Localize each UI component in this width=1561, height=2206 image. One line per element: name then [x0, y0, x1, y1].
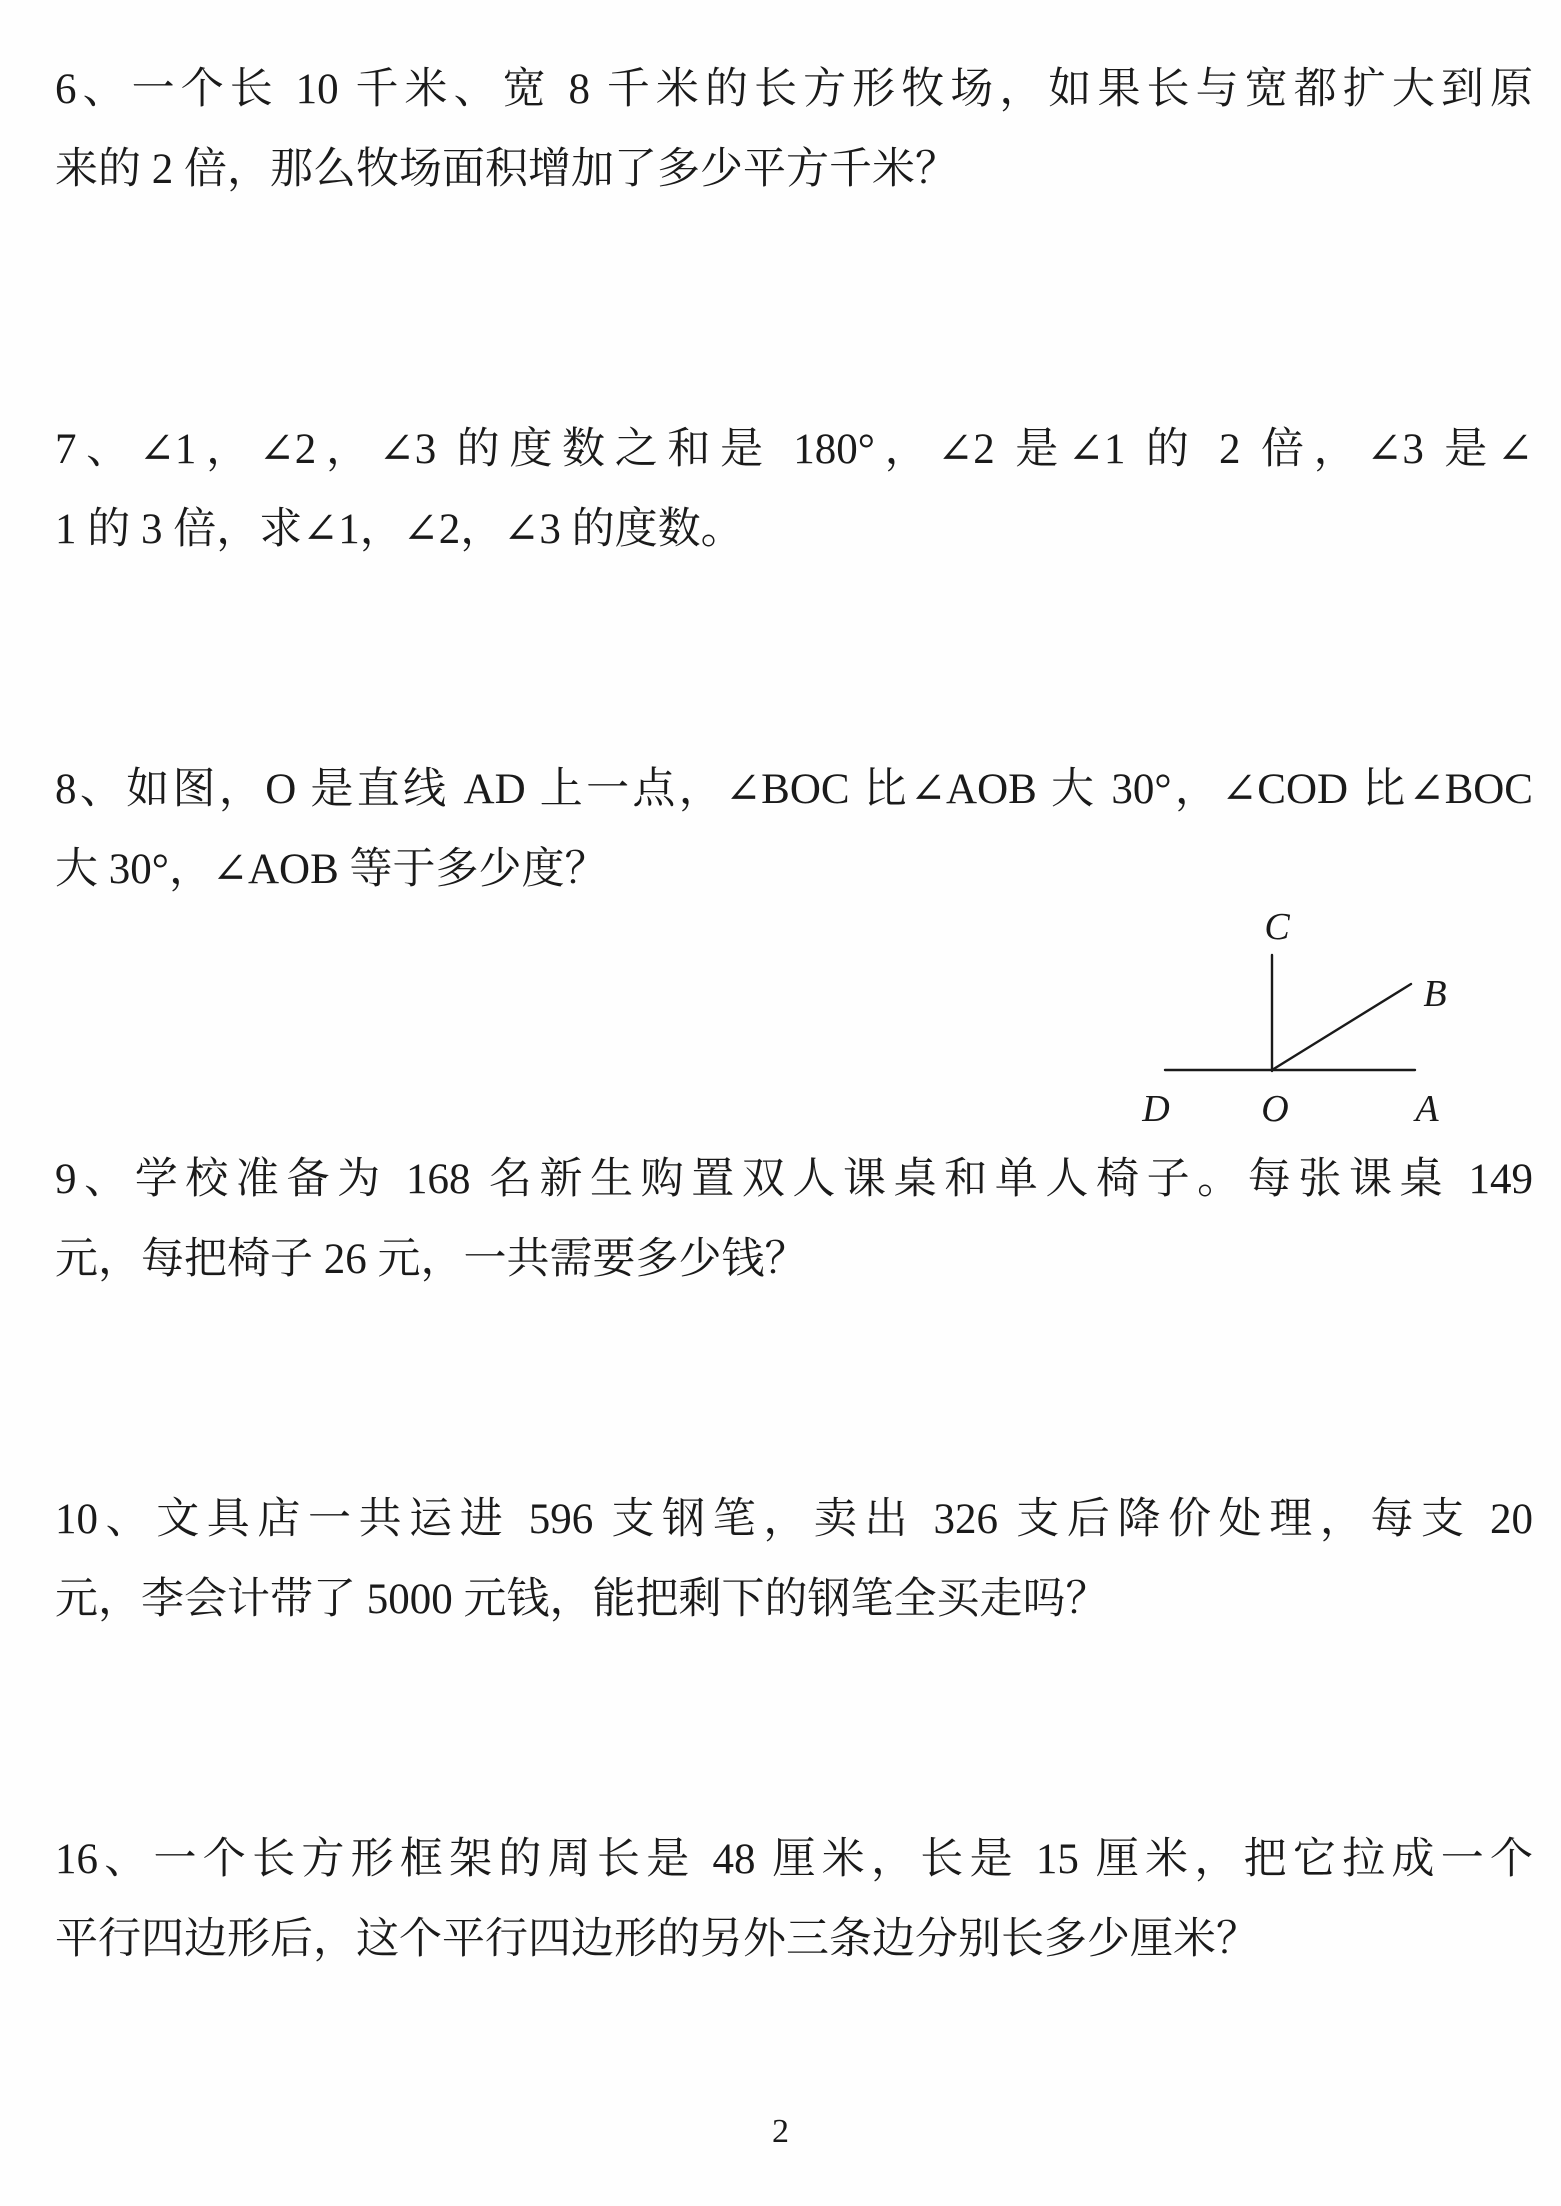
- problem-9: [55, 1140, 1533, 1300]
- problem-10: [55, 1480, 1533, 1640]
- diagram-label-D: D: [1142, 1088, 1170, 1130]
- problem-6-line-2: 来的 2 倍，那么牧场面积增加了多少平方千米？: [55, 146, 958, 193]
- diagram-label-O: O: [1261, 1088, 1289, 1130]
- problem-9-line-1: 9、学校准备为 168 名新生购置双人课桌和单人椅子。每张课桌 149: [55, 1156, 1533, 1203]
- problem-16: [55, 1820, 1533, 1980]
- problem-16-line-1: 16、一个长方形框架的周长是 48 厘米，长是 15 厘米，把它拉成一个: [55, 1836, 1533, 1883]
- problem-8-line-1: 8、如图，O 是直线 AD 上一点，∠BOC 比∠AOB 大 30°，∠COD 比∠BOC: [55, 766, 1533, 813]
- problem-10-line-1: 10、文具店一共运进 596 支钢笔，卖出 326 支后降价处理，每支 20: [55, 1496, 1533, 1543]
- problem-7-line-1: 7、∠1，∠2，∠3 的度数之和是 180°，∠2 是∠1 的 2 倍，∠3 是∠: [55, 426, 1533, 473]
- problem-9-line-2: 元，每把椅子 26 元，一共需要多少钱？: [55, 1236, 808, 1283]
- diagram-label-B: B: [1423, 973, 1447, 1015]
- problem-7-line-2: 1 的 3 倍，求∠1，∠2，∠3 的度数。: [55, 506, 744, 553]
- diagram-label-C: C: [1264, 906, 1290, 948]
- problem-10-line-2: 元，李会计带了 5000 元钱，能把剩下的钢笔全买走吗？: [55, 1576, 1109, 1623]
- page-number: 2: [772, 2113, 789, 2150]
- problem-16-line-2: 平行四边形后，这个平行四边形的另外三条边分别长多少厘米？: [55, 1916, 1259, 1963]
- problem-7: [55, 410, 1533, 570]
- problem-6: [55, 50, 1533, 210]
- problem-8: [55, 750, 1533, 910]
- angle-diagram: [1120, 893, 1550, 1143]
- ray-OB: [1272, 984, 1411, 1070]
- problem-8-line-2: 大 30°，∠AOB 等于多少度？: [55, 846, 608, 893]
- diagram-label-A: A: [1415, 1088, 1439, 1130]
- problem-6-line-1: 6、一个长 10 千米、宽 8 千米的长方形牧场，如果长与宽都扩大到原: [55, 66, 1533, 113]
